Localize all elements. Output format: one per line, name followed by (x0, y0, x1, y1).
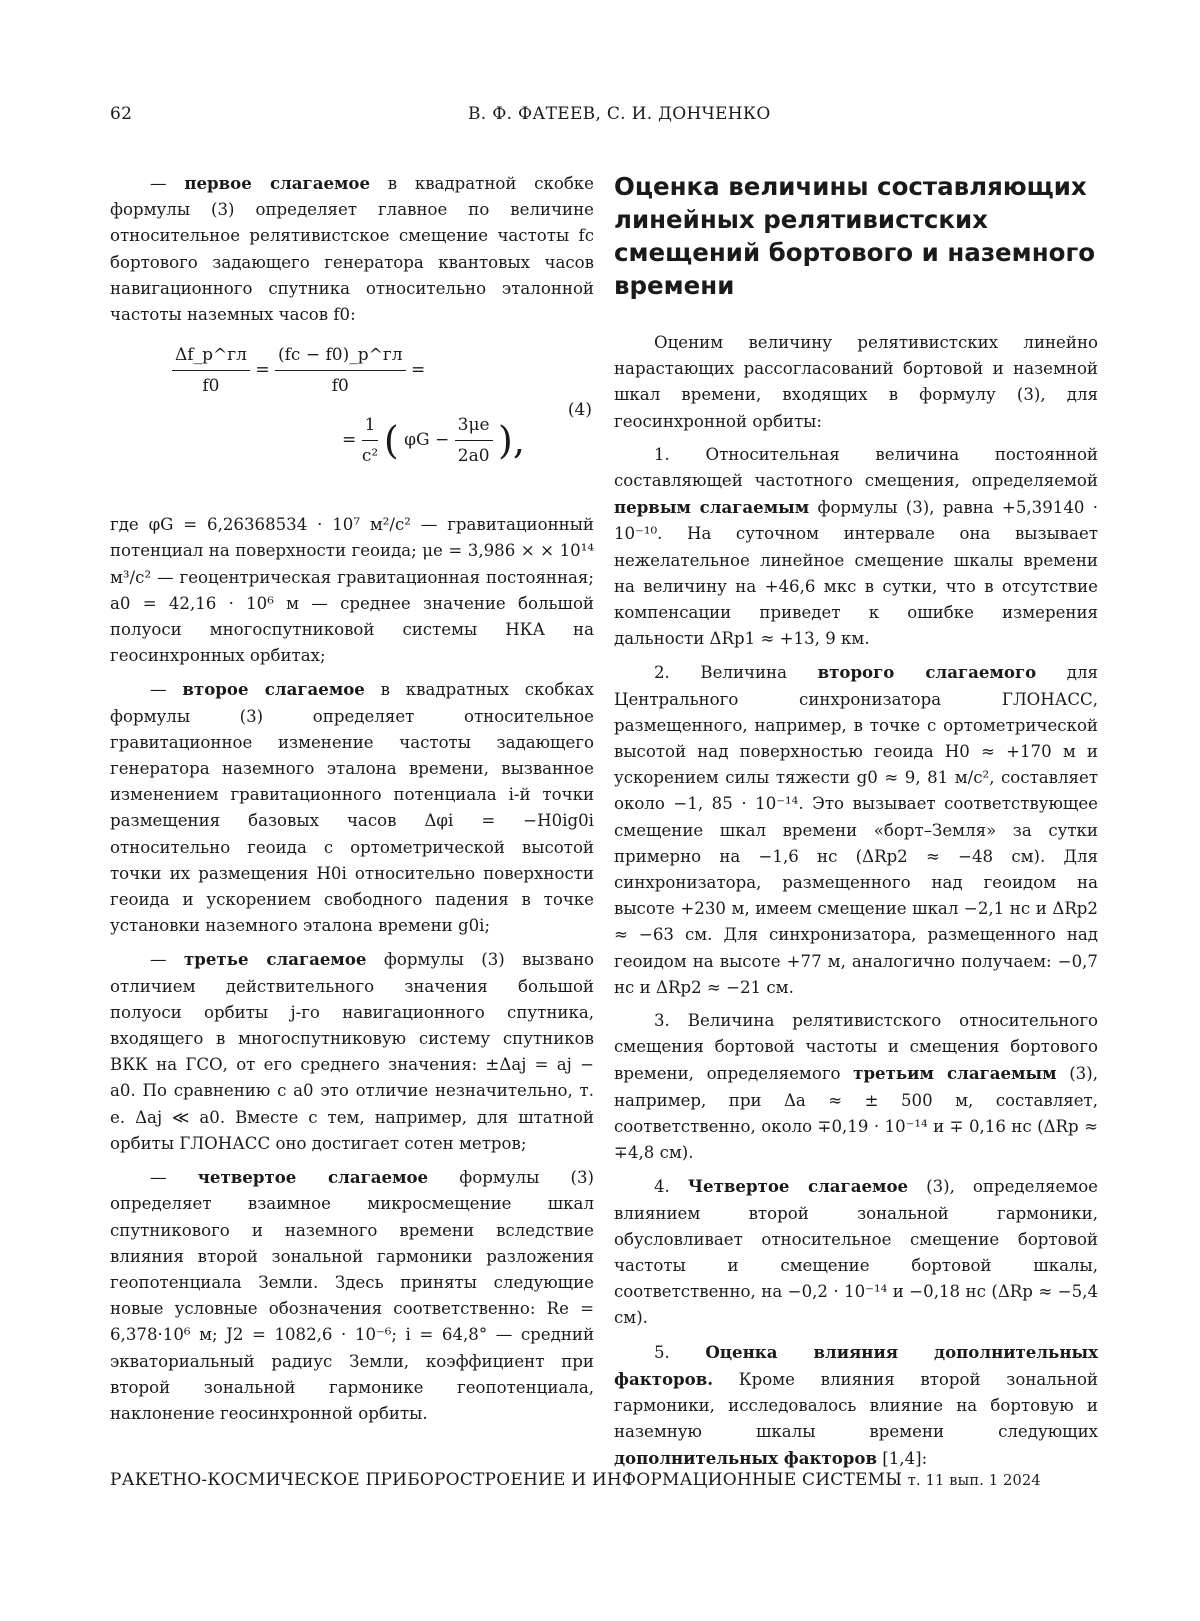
denominator: 2a0 (457, 446, 490, 467)
list-item-3 (614, 1008, 1098, 1166)
bold-term: Оценка влияния дополнительных факторов. (614, 1341, 1098, 1389)
paren-close: ), (498, 418, 525, 463)
equation-number: (4) (567, 400, 592, 421)
denominator: c² (361, 446, 379, 467)
bold-term: дополнительных факторов (614, 1448, 877, 1469)
text: 5. (654, 1342, 706, 1362)
bold-term: первым слагаемым (614, 497, 810, 518)
text: для Центрального синхронизатора ГЛОНАСС, размещенного, например, в точке с ортометрической высотой над поверхностью геоида H0 ≈ +170 м и ускорением силы тяжести g0 ≈ 9, 81 м/с², составляет около −1, 85 · 10⁻¹⁴. Это вызывает соответствующее смещение шкал времени «борт–Земля» за сутки примерно на −1,6 нс (ΔRp2 ≈ −48 см). Для синхронизатора, размещенного над геоидом на высоте +230 м, имеем смещение шкал −2,1 нс и ΔRp2 ≈ −63 см. Для синхронизатора, размещенного над геоидом на высоте +77 м, аналогично получаем: −0,7 нс и ΔRp2 ≈ −21 см. (614, 663, 1098, 997)
text: формулы (3) вызвано отличием действительного значения большой полуоси орбиты j-го навигационного спутника, входящего в многоспутниковую систему спутников ВКК на ГСО, от его среднего значения: ±Δaj = aj − a0. По сравнению с a0 это отличие незначительно, т. е. Δaj ≪ a0. Вместе с тем, например, для штатной орбиты ГЛОНАСС оно достигает сотен метров; (110, 950, 594, 1153)
equals: = (410, 360, 426, 381)
paragraph-intro: Оценим величину релятивистских линейно нарастающих рассогласований бортовой и наземной шкал времени, входящих в формулу (3), для геосинхронной орбиты: (614, 333, 1098, 431)
list-item-5 (614, 1339, 1098, 1473)
fraction-lhs (172, 342, 250, 399)
text: 2. Величина (654, 663, 818, 683)
journal-title: РАКЕТНО-КОСМИЧЕСКОЕ ПРИБОРОСТРОЕНИЕ И ИНФОРМАЦИОННЫЕ СИСТЕМЫ (110, 1470, 903, 1490)
bold-term: третьим слагаемым (853, 1063, 1057, 1084)
paragraph-first-term (110, 170, 594, 328)
page-number: 62 (110, 104, 133, 124)
text: (3), например, при Δa ≈ ± 500 м, составляет, соответственно, около ∓0,19 · 10⁻¹⁴ и ∓ 0,16 нс (ΔRp ≈ ∓4,8 см). (614, 1064, 1098, 1163)
dash: — (150, 680, 183, 700)
equation-line-1 (172, 342, 425, 399)
journal-footer (110, 1470, 1041, 1490)
text: в квадратных скобках формулы (3) определяет относительное гравитационное изменение частоты задающего генератора наземного эталона времени, вызванное изменением гравитационного потенциала i-й точки размещения базовых часов Δφi = −H0ig0i относительно геоида с ортометрической высотой точки их размещения H0i относительно поверхности геоида и ускорением свободного падения в точке установки наземного эталона времени g0i; (110, 680, 594, 936)
text: [1,4]: (877, 1449, 928, 1469)
numerator: 3μe (455, 412, 493, 441)
phi-term: φG − (404, 430, 450, 451)
dash: — (150, 174, 185, 193)
list-item-2 (614, 659, 1098, 1001)
fraction-inner (455, 412, 493, 469)
section-heading: Оценка величины составляющих линейных релятивистских смещений бортового и наземного времени (614, 172, 1096, 300)
text: в квадратной скобке формулы (3) определяет главное по величине относительное релятивистское смещение частоты fc бортового задающего генератора квантовых часов навигационного спутника относительно эталонной частоты наземных часов f0: (110, 174, 594, 325)
list-item-1 (614, 442, 1098, 653)
text: 4. (654, 1177, 688, 1197)
paragraph-third-term (110, 946, 594, 1157)
text: 1. Относительная величина постоянной составляющей частотного смещения, определяемой (614, 444, 1098, 491)
paragraph-where: где φG = 6,26368534 · 10⁷ м²/с² — гравитационный потенциал на поверхности геоида; μe = 3,986 × × 10¹⁴ м³/с² — геоцентрическая гравитационная постоянная; a0 = 42,16 · 10⁶ м — среднее значение большой полуоси многоспутниковой системы НКА на геосинхронных орбитах; (110, 515, 594, 666)
text: Кроме влияния второй зональной гармоники, исследовалось влияние на бортовую и наземную шкалы времени следующих (614, 1369, 1098, 1442)
list-item-4 (614, 1173, 1098, 1331)
term-third: третье слагаемое (183, 949, 367, 970)
paragraph-fourth-term (110, 1164, 594, 1427)
equals: = (255, 360, 270, 381)
numerator: Δf_р^гл (172, 342, 250, 371)
equation-line-2 (342, 412, 525, 469)
term-first: первое слагаемое (184, 173, 371, 193)
paren-open: ( (383, 418, 399, 463)
paragraph-second-term (110, 676, 594, 939)
text: формулы (3), равна +5,39140 · 10⁻¹⁰. На суточном интервале она вызывает нежелательное линейное смещение шкалы времени на величину на +46,6 мкс в сутки, что в отсутствие компенсации приведет к ошибке измерения дальности ΔRp1 ≈ +13, 9 км. (614, 498, 1098, 649)
numerator: (fc − f0)_р^гл (275, 342, 406, 371)
denominator: f0 (202, 376, 220, 397)
bold-term: второго слагаемого (817, 662, 1037, 683)
dash: — (150, 950, 184, 970)
text: (3), определяемое влиянием второй зональной гармоники, обусловливает относительное смещение бортовой частоты и смещение бортовой шкалы, соответственно, на −0,2 · 10⁻¹⁴ и −0,18 нс (ΔRp ≈ −5,4 см). (614, 1177, 1098, 1328)
term-fourth: четвертое слагаемое (197, 1167, 429, 1188)
denominator: f0 (331, 376, 349, 397)
running-head: В. Ф. ФАТЕЕВ, С. И. ДОНЧЕНКО (468, 104, 771, 124)
issue-info: т. 11 вып. 1 2024 (907, 1473, 1041, 1489)
numerator: 1 (362, 412, 379, 441)
fraction-mid (275, 342, 406, 399)
bold-term: Четвертое слагаемое (687, 1176, 909, 1197)
equation-4 (110, 342, 594, 502)
left-column (110, 170, 594, 1434)
dash: — (150, 1168, 198, 1188)
text: формулы (3) определяет взаимное микросмещение шкал спутникового и наземного времени вследствие влияния второй зональной гармоники разложения геопотенциала Земли. Здесь приняты следующие новые условные обозначения соответственно: Re = 6,378·10⁶ м; J2 = 1082,6 · 10⁻⁶; i = 64,8° — средний экваториальный радиус Земли, коэффициент при второй зональной гармонике геопотенциала, наклонение геосинхронной орбиты. (110, 1168, 595, 1423)
text: 3. Величина релятивистского относительного смещения бортовой частоты и смещения бортового времени, определяемого (614, 1011, 1098, 1084)
right-column (614, 170, 1098, 1480)
fraction-rhs (362, 412, 379, 469)
equals: = (342, 430, 357, 451)
term-second: второе слагаемое (182, 679, 365, 700)
